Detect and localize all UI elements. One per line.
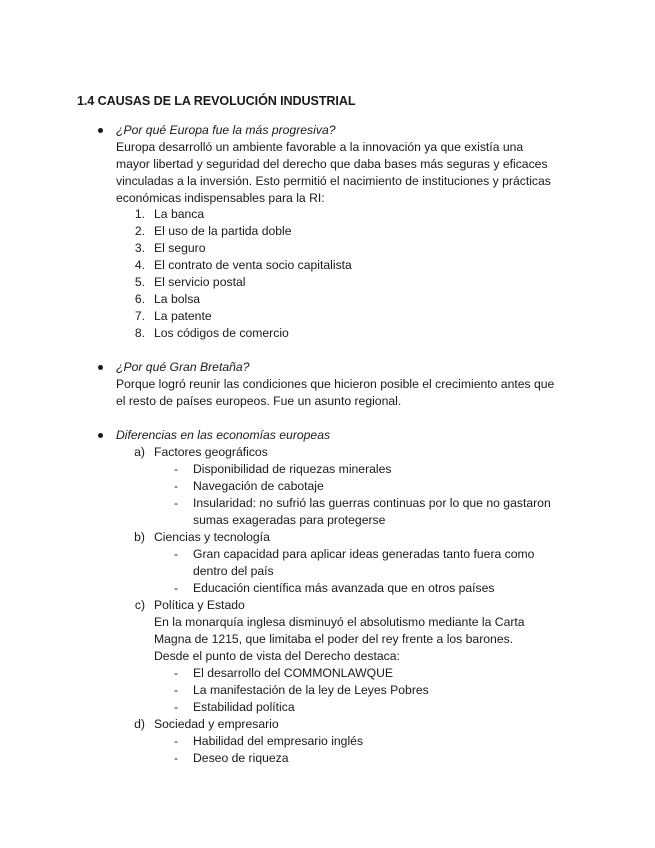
dash-marker: - bbox=[174, 581, 179, 595]
list-item: El seguro bbox=[154, 241, 206, 255]
list-item: La bolsa bbox=[154, 292, 201, 306]
dash-item: Navegación de cabotaje bbox=[193, 479, 324, 493]
list-item: La patente bbox=[154, 309, 212, 323]
dash-item-cont: sumas exageradas para protegerse bbox=[193, 513, 386, 527]
sublist-label: Política y Estado bbox=[154, 598, 245, 612]
list-item: El contrato de venta socio capitalista bbox=[154, 258, 352, 272]
list-number: 4. bbox=[134, 258, 145, 272]
question-heading-europa: ¿Por qué Europa fue la más progresiva? bbox=[116, 123, 336, 137]
list-letter: b) bbox=[134, 530, 145, 544]
sublist-label: Ciencias y tecnología bbox=[154, 530, 270, 544]
question-heading-bretana: ¿Por qué Gran Bretaña? bbox=[116, 360, 250, 374]
list-number: 3. bbox=[134, 241, 145, 255]
list-item: El uso de la partida doble bbox=[154, 224, 292, 238]
list-number: 6. bbox=[134, 292, 145, 306]
dash-marker: - bbox=[174, 666, 179, 680]
dash-item: Habilidad del empresario inglés bbox=[193, 734, 364, 748]
dash-marker: - bbox=[174, 462, 179, 476]
paragraph-line: el resto de países europeos. Fue un asunto regional. bbox=[116, 394, 402, 408]
dash-marker: - bbox=[174, 479, 179, 493]
bullet-dot bbox=[98, 128, 103, 133]
list-item: El servicio postal bbox=[154, 275, 246, 289]
list-number: 5. bbox=[134, 275, 145, 289]
dash-marker: - bbox=[174, 751, 179, 765]
list-letter: c) bbox=[134, 598, 145, 612]
paragraph-line: Porque logró reunir las condiciones que hicieron posible el crecimiento antes que bbox=[116, 377, 555, 391]
dash-item: La manifestación de la ley de Leyes Pobres bbox=[193, 683, 429, 697]
paragraph-line: Desde el punto de vista del Derecho destaca: bbox=[154, 649, 400, 663]
heading-diferencias: Diferencias en las economías europeas bbox=[116, 428, 331, 442]
bullet-dot bbox=[98, 433, 103, 438]
paragraph-line: mayor libertad y seguridad del derecho que daba bases más seguras y eficaces bbox=[116, 157, 548, 171]
dash-item: Gran capacidad para aplicar ideas generadas tanto fuera como bbox=[193, 547, 535, 561]
dash-item: Deseo de riqueza bbox=[193, 751, 289, 765]
list-number: 2. bbox=[134, 224, 145, 238]
paragraph-line: vinculadas a la inversión. Esto permitió el nacimiento de instituciones y prácticas bbox=[116, 174, 551, 188]
list-letter: a) bbox=[134, 445, 145, 459]
dash-marker: - bbox=[174, 547, 179, 561]
paragraph-line: Europa desarrolló un ambiente favorable a la innovación ya que existía una bbox=[116, 140, 524, 154]
dash-item-cont: dentro del país bbox=[193, 564, 274, 578]
paragraph-line: económicas indispensables para la RI: bbox=[116, 191, 325, 205]
dash-item: Insularidad: no sufrió las guerras continuas por lo que no gastaron bbox=[193, 496, 551, 510]
dash-item: Disponibilidad de riquezas minerales bbox=[193, 462, 392, 476]
dash-item: Estabilidad política bbox=[193, 700, 295, 714]
section-title: 1.4 CAUSAS DE LA REVOLUCIÓN INDUSTRIAL bbox=[77, 94, 356, 108]
list-number: 8. bbox=[134, 326, 145, 340]
sublist-label: Factores geográficos bbox=[154, 445, 268, 459]
paragraph-line: En la monarquía inglesa disminuyó el absolutismo mediante la Carta bbox=[154, 615, 525, 629]
list-number: 7. bbox=[134, 309, 145, 323]
sublist-label: Sociedad y empresario bbox=[154, 717, 279, 731]
dash-marker: - bbox=[174, 683, 179, 697]
list-item: Los códigos de comercio bbox=[154, 326, 289, 340]
dash-item: Educación científica más avanzada que en otros países bbox=[193, 581, 495, 595]
list-item: La banca bbox=[154, 207, 205, 221]
paragraph-line: Magna de 1215, que limitaba el poder del rey frente a los barones. bbox=[154, 632, 514, 646]
dash-marker: - bbox=[174, 496, 179, 510]
dash-marker: - bbox=[174, 700, 179, 714]
list-number: 1. bbox=[134, 207, 145, 221]
dash-item: El desarrollo del COMMONLAWQUE bbox=[193, 666, 394, 680]
bullet-dot bbox=[98, 365, 103, 370]
dash-marker: - bbox=[174, 734, 179, 748]
list-letter: d) bbox=[134, 717, 145, 731]
